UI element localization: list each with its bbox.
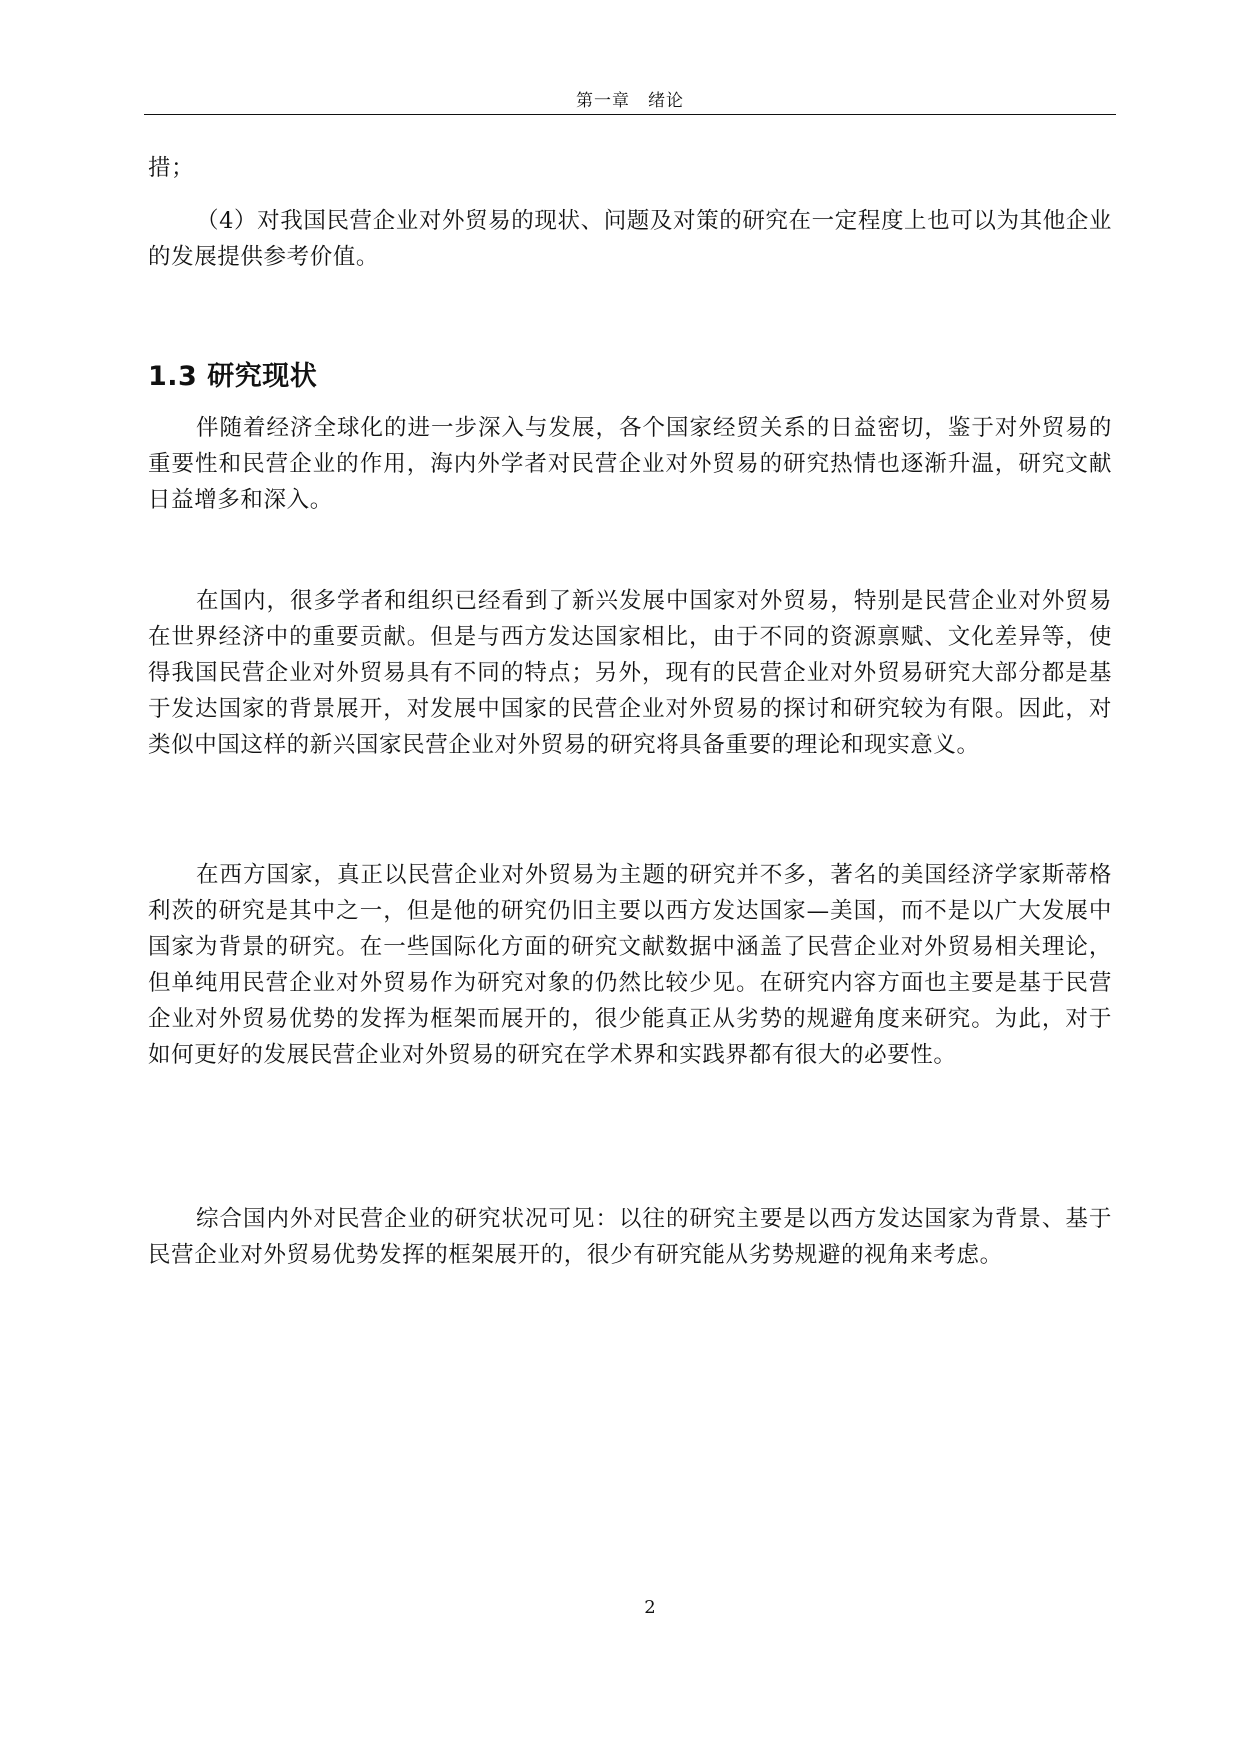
paragraph-3: 在西方国家，真正以民营企业对外贸易为主题的研究并不多，著名的美国经济学家斯蒂格利茨的研究是其中之一，但是他的研究仍旧主要以西方发达国家—美国，而不是以广大发展中国家为背景的研究。在一些国际化方面的研究文献数据中涵盖了民营企业对外贸易相关理论，但单纯用民营企业对外贸易作为研究对象的仍然比较少见。在研究内容方面也主要是基于民营企业对外贸易优势的发挥为框架而展开的，很少能真正从劣势的规避角度来研究。为此，对于如何更好的发展民营企业对外贸易的研究在学术界和实践界都有很大的必要性。: [148, 862, 1112, 1068]
header-rule: [144, 114, 1116, 115]
page-number: 2: [644, 1597, 656, 1618]
list-item-4: （4）对我国民营企业对外贸易的现状、问题及对策的研究在一定程度上也可以为其他企业的发展提供参考价值。: [148, 208, 1112, 270]
paragraph-4: 综合国内外对民营企业的研究状况可见：以往的研究主要是以西方发达国家为背景、基于民营企业对外贸易优势发挥的框架展开的，很少有研究能从劣势规避的视角来考虑。: [148, 1206, 1112, 1268]
running-header: 第一章 绪论: [576, 91, 684, 111]
paragraph-2: 在国内，很多学者和组织已经看到了新兴发展中国家对外贸易，特别是民营企业对外贸易在世界经济中的重要贡献。但是与西方发达国家相比，由于不同的资源禀赋、文化差异等，使得我国民营企业对外贸易具有不同的特点；另外，现有的民营企业对外贸易研究大部分都是基于发达国家的背景展开，对发展中国家的民营企业对外贸易的探讨和研究较为有限。因此，对类似中国这样的新兴国家民营企业对外贸易的研究将具备重要的理论和现实意义。: [148, 588, 1112, 758]
paragraph-1: 伴随着经济全球化的进一步深入与发展，各个国家经贸关系的日益密切，鉴于对外贸易的重要性和民营企业的作用，海内外学者对民营企业对外贸易的研究热情也逐渐升温，研究文献日益增多和深入。: [148, 415, 1112, 513]
section-heading: 1.3 研究现状: [148, 361, 318, 392]
continuation-text: 措；: [148, 155, 195, 181]
